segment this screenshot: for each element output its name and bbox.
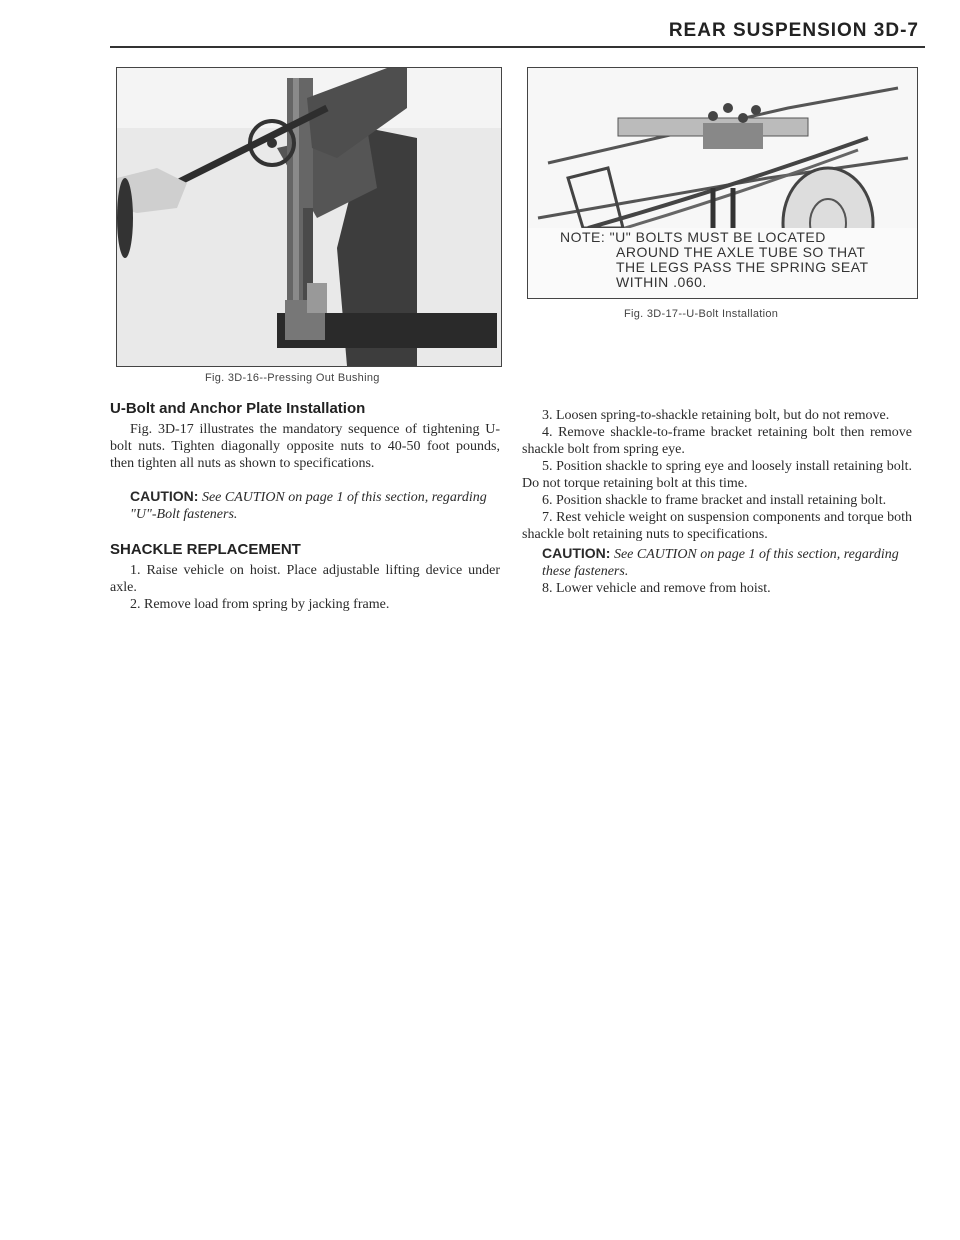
caution-label-right: CAUTION: [542,545,611,561]
step-4: 4. Remove shackle-to-frame bracket retaining bolt then remove shackle bolt from spring eye. [522,425,912,457]
step-2: 2. Remove load from spring by jacking frame. [130,597,390,612]
note-text-1: "U" BOLTS MUST BE LOCATED [609,229,826,245]
page-title: REAR SUSPENSION 3D-7 [668,20,919,41]
left-text-column [110,400,500,613]
note-line-1 [560,230,910,245]
u-bolt-note [560,230,910,290]
step-7: 7. Rest vehicle weight on suspension components and torque both shackle bolt retaining nuts to specifications. [522,510,912,542]
caution-label: CAUTION: [130,488,199,504]
caution-block-right [542,545,912,580]
caution-text-right: See CAUTION on page 1 of this section, regarding these fasteners. [542,547,899,579]
u-bolt-paragraph: Fig. 3D-17 illustrates the mandatory sequence of tightening U-bolt nuts. Tighten diagonally opposite nuts to 40-50 foot pounds, then tighten all nuts as shown to specifications. [110,422,500,471]
caution-block-left [130,488,500,523]
arbor-press-illustration [117,68,501,366]
figure-caption-left: Fig. 3D-16--Pressing Out Bushing [205,372,380,384]
step-5: 5. Position shackle to spring eye and loosely install retaining bolt. Do not torque retaining bolt at this time. [522,459,912,491]
note-label: NOTE: [560,229,606,245]
step-1: 1. Raise vehicle on hoist. Place adjustable lifting device under axle. [110,563,500,595]
step-8: 8. Lower vehicle and remove from hoist. [542,581,771,596]
step-3: 3. Loosen spring-to-shackle retaining bolt, but do not remove. [542,408,890,423]
caution-text: See CAUTION on page 1 of this section, regarding "U"-Bolt fasteners. [130,490,487,522]
figure-caption-right: Fig. 3D-17--U-Bolt Installation [624,308,779,320]
note-line-3: THE LEGS PASS THE SPRING SEAT [616,259,869,275]
right-text-column [522,407,912,597]
step-6: 6. Position shackle to frame bracket and install retaining bolt. [542,493,887,508]
section-title-u-bolt: U-Bolt and Anchor Plate Installation [110,400,366,417]
note-line-4: WITHIN .060. [616,274,707,290]
section-title-shackle: SHACKLE REPLACEMENT [110,541,301,558]
u-bolt-illustration [528,68,917,228]
figure-pressing-out-bushing [116,67,502,367]
note-line-2: AROUND THE AXLE TUBE SO THAT [616,244,866,260]
page-header [110,16,925,48]
figure-u-bolt-installation [527,67,918,299]
